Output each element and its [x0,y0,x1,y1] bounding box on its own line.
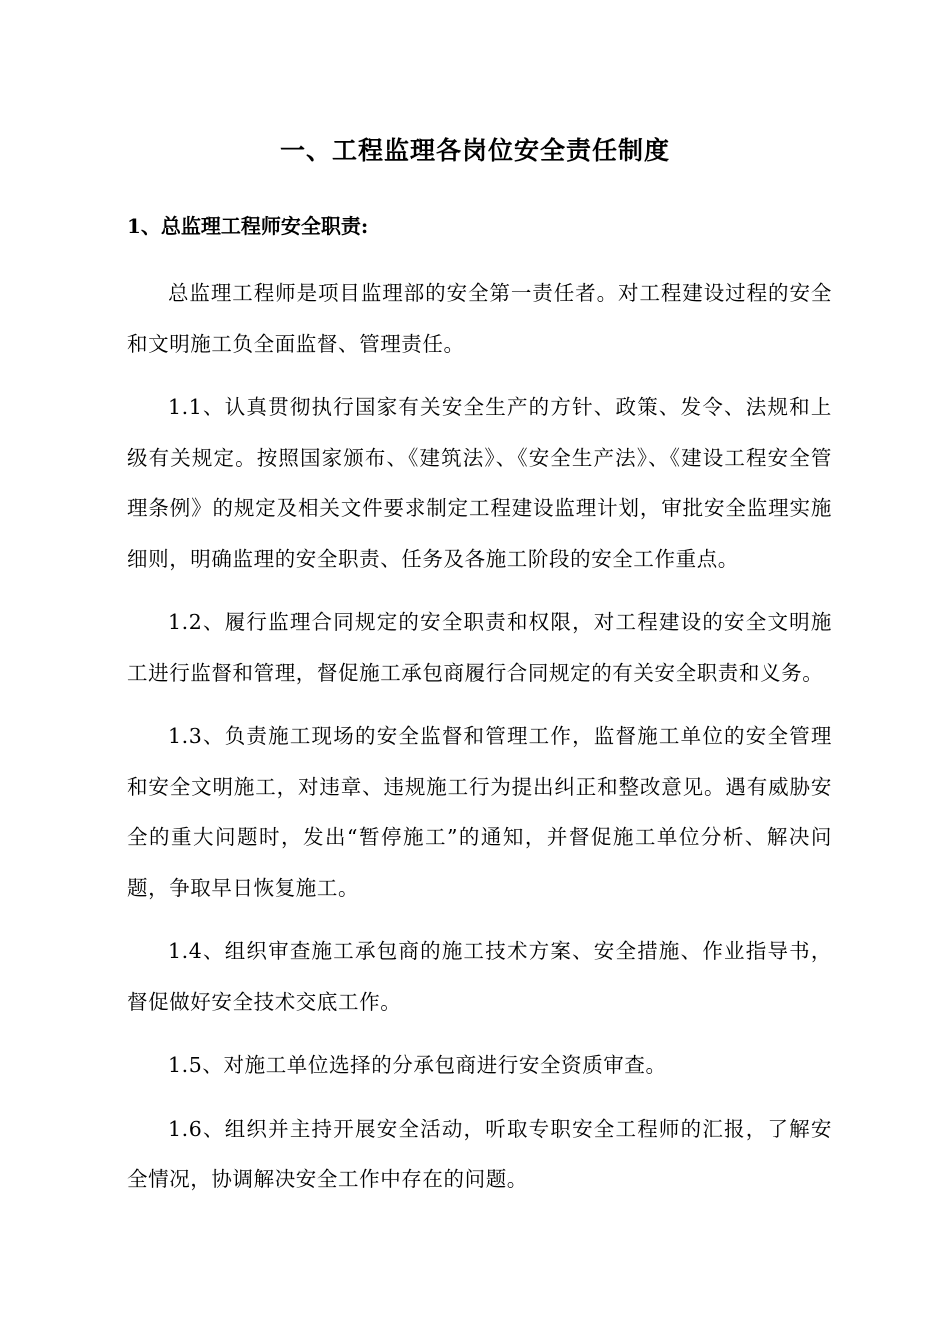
paragraph-1-1: 1.1、认真贯彻执行国家有关安全生产的方针、政策、发令、法规和上级有关规定。按照国家颁布、《建筑法》、《安全生产法》、《建设工程安全管理条例》的规定及相关文件要求制定工程建设监理计划，审批安全监理实施细则，明确监理的安全职责、任务及各施工阶段的安全工作重点。 [127,395,832,571]
document-title: 一、工程监理各岗位安全责任制度 [279,136,670,165]
paragraph-1-5: 1.5、对施工单位选择的分承包商进行安全资质审查。 [168,1053,667,1077]
paragraph-1-6: 1.6、组织并主持开展安全活动，听取专职安全工程师的汇报，了解安全情况，协调解决安全工作中存在的问题。 [127,1116,832,1191]
section-heading: 1、总监理工程师安全职责: [127,214,369,238]
paragraph-1-3: 1.3、负责施工现场的安全监督和管理工作，监督施工单位的安全管理和安全文明施工，对违章、违规施工行为提出纠正和整改意见。遇有威胁安全的重大问题时，发出“暂停施工”的通知，并督促施工单位分析、解决问题，争取早日恢复施工。 [127,724,832,900]
paragraph-1-2: 1.2、履行监理合同规定的安全职责和权限，对工程建设的安全文明施工进行监督和管理，督促施工承包商履行合同规定的有关安全职责和义务。 [127,610,832,685]
document-body [127,268,832,1218]
paragraph-intro: 总监理工程师是项目监理部的安全第一责任者。对工程建设过程的安全和文明施工负全面监督、管理责任。 [127,281,832,356]
paragraph-1-4: 1.4、组织审查施工承包商的施工技术方案、安全措施、作业指导书，督促做好安全技术交底工作。 [127,939,832,1014]
